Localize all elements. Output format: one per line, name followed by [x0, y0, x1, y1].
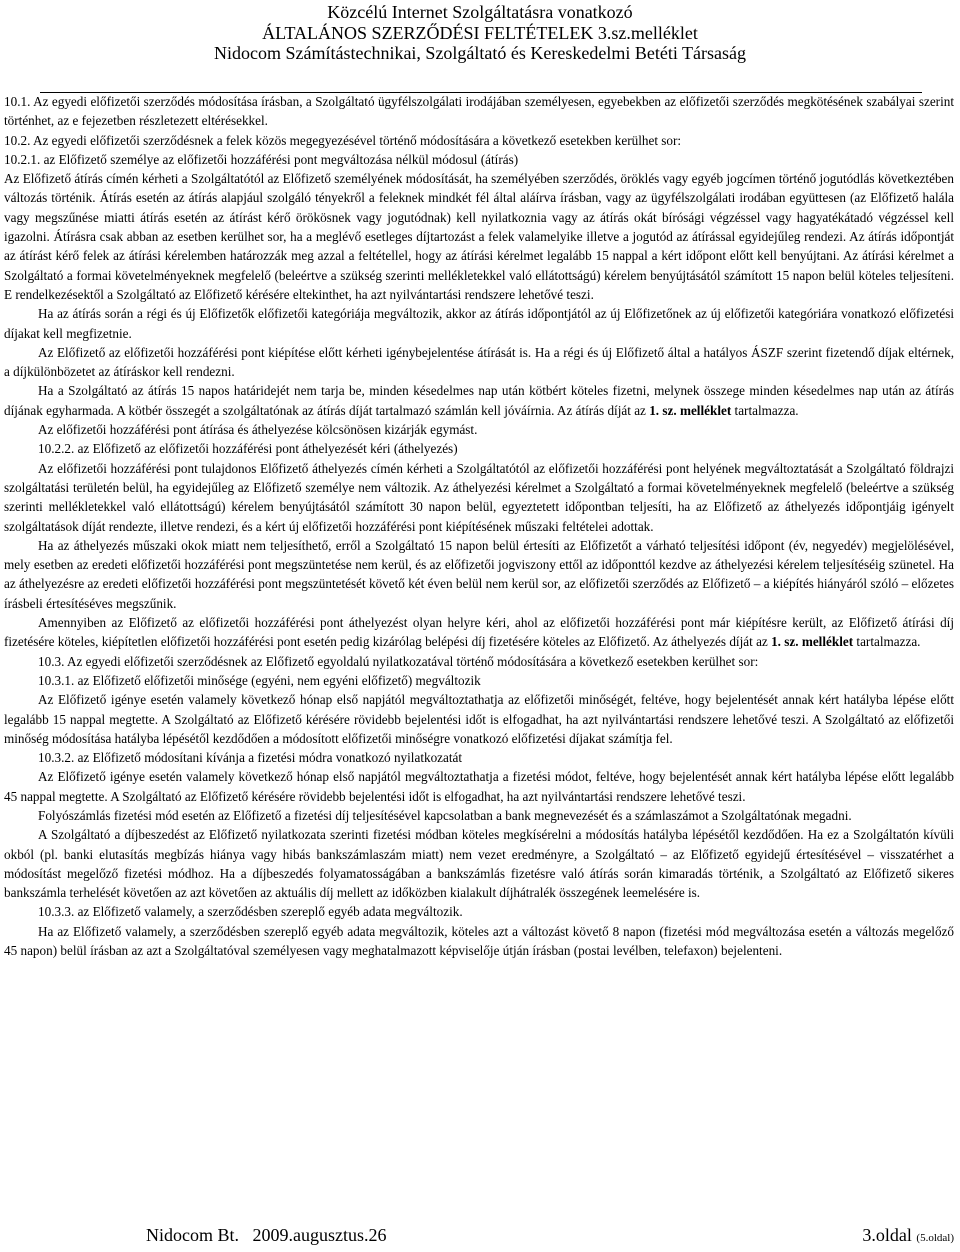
- paragraph: Az Előfizető igénye esetén valamely következő hónap első napjától megváltoztathatja a fizetési módot, feltéve, hogy bejelentését annak kért hatályba lépése előtt legalább 45 nappal megtette. A Szolgáltató az Előfizető kérésére rövidebb bejelentési időt is elfogadhat, ha azt nyilvántartási rendszere lehetővé teszi.: [4, 769, 954, 804]
- header-line-2: ÁLTALÁNOS SZERZŐDÉSI FELTÉTELEK 3.sz.melléklet: [262, 22, 698, 43]
- paragraph: Az Előfizető az előfizetői hozzáférési pont kiépítése előtt kérheti igénybejelentése átírását is. Ha a régi és új Előfizető által a hatályos ÁSZF szerint fizetendő díjak eltérnek, a díjkülönbözetet az átíráskor kell rendezni.: [4, 344, 954, 380]
- paragraph-text: tartalmazza.: [731, 402, 799, 418]
- section-10-2-1: 10.2.1. az Előfizető személye az előfizetői hozzáférési pont megváltozása nélkül módosul (átírás): [4, 151, 519, 167]
- header-line-3: Nidocom Számítástechnikai, Szolgáltató és Kereskedelmi Betéti Társaság: [213, 43, 746, 63]
- header-line-1: Közcélú Internet Szolgáltatásra vonatkozó: [327, 2, 633, 22]
- paragraph-text: Amennyiben az Előfizető az előfizetői hozzáférési pont áthelyezést olyan helyre kéri, ahol az előfizetői hozzáférési pont már kiépítésre került, az Előfizető átírási díj fizetésére köteles, kiépítetlen előfizetői hozzáférési pont esetén pedig kizárólag belépési díj fizetésére köteles az Előfizető. Az áthelyezés díját az: [4, 615, 954, 650]
- section-10-3-3: 10.3.3. az Előfizető valamely, a szerződésben szereplő egyéb adata megváltozik.: [38, 904, 463, 920]
- footer-page-number: [862, 1225, 954, 1246]
- section-10-1: 10.1. Az egyedi előfizetői szerződés módosítása írásban, a Szolgáltató ügyfélszolgálati irodájában személyesen, egyebekben az előfizetői szerződés megkötésének szabályai szerint történhet, az e fejezetben részletezett eltérésekkel.: [4, 94, 954, 129]
- section-10-3-1: 10.3.1. az Előfizető előfizetői minősége (egyéni, nem egyéni előfizető) megváltozik: [38, 672, 481, 688]
- footer-company-date: [146, 1225, 387, 1246]
- footer-total-pages: (5.oldal): [916, 1232, 954, 1244]
- section-10-3: 10.3. Az egyedi előfizetői szerződésnek az Előfizető egyoldalú nyilatkozatával történő módosítására a következő esetekben kerülhet sor:: [38, 653, 759, 669]
- paragraph: Az előfizetői hozzáférési pont tulajdonos Előfizető áthelyezés címén kérheti a Szolgáltatótól az előfizetői hozzáférési pont helyének megváltoztatását a Szolgáltató földrajzi szolgáltatási területén belül, ha egyidejűleg az Előfizető személye nem változik. Az áthelyezési kérelmet a Szolgáltató a formai követelményeknek megfelelő (beleértve a szükség szerinti mellékletekkel való ellátottságú) kérelem benyújtásától számított 30 napon belül, egyeztetett időpontban teljesíti, ha az Előfizető az áthelyezés időpontjáig igényelt szolgáltatások díját rendezte, illetve rendezi, és a kért új előfizetői hozzáférési pont kiépítésének műszaki feltételei adottak.: [4, 460, 954, 534]
- paragraph: Ha az átírás során a régi és új Előfizetők előfizetői kategóriája megváltozik, akkor az átírás időpontjától az új Előfizetőnek az új előfizetői kategóriára vonatkozó előfizetési díjakat kell megfizetnie.: [4, 306, 954, 341]
- document-header: [0, 2, 960, 64]
- annex-reference: 1. sz. melléklet: [649, 402, 732, 418]
- footer-page: 3.oldal: [862, 1225, 912, 1245]
- section-10-2: 10.2. Az egyedi előfizetői szerződésnek a felek közös megegyezésével történő módosítására a következő esetekben kerülhet sor:: [4, 132, 682, 148]
- paragraph: Ha az Előfizető valamely, a szerződésben szereplő egyéb adata megváltozik, köteles azt a változást követő 8 napon (fizetési mód megváltozása esetén a változás megelőző 45 napon) belül írásban az azt a Szolgáltatóval személyesen vagy meghatalmazott képviselője útján írásban (postai levélben, telefaxon) bejelenteni.: [4, 923, 954, 959]
- section-10-3-2: 10.3.2. az Előfizető módosítani kívánja a fizetési módra vonatkozó nyilatkozatát: [38, 750, 463, 766]
- paragraph: Folyószámlás fizetési mód esetén az Előfizető a fizetési díj teljesítésével kapcsolatban a bank megnevezését és a számlaszámot a Szolgáltatónak megadni.: [38, 807, 852, 823]
- footer-company: Nidocom Bt.: [146, 1225, 239, 1245]
- paragraph: Ha az áthelyezés műszaki okok miatt nem teljesíthető, erről a Szolgáltató 15 napon belül értesíti az Előfizetőt a várható teljesítési időpont (év, negyedév) megjelölésével, mely esetben az eredeti előfizetői hozzáférési pont megszüntetése nem kerül, és az előfizetői jogviszony ettől az időponttól kezdve az áthelyezési kérelem teljesítéséig szünetel. Ha az áthelyezésre az eredeti előfizetői hozzáférési pont megszüntetését követő két éven belül nem kerül sor, az előfizetői szerződés az Előfizető – a kiépítés hiányáról szóló – előzetes írásbeli értesítéséves megszűnik.: [4, 537, 954, 611]
- section-10-2-2: 10.2.2. az Előfizető az előfizetői hozzáférési pont áthelyezését kéri (áthelyezés): [38, 441, 458, 457]
- document-body: [4, 92, 954, 960]
- paragraph: [4, 613, 954, 652]
- paragraph-text: Ha a Szolgáltató az átírás 15 napos határidejét nem tarja be, minden késedelmes nap után kötbért köteles fizetni, melynek összege minden késedelmes nap után az átírás díjának egyharmada. A kötbér összegét a szolgáltatónak az átírás díját tartalmazó számlán kell jóváírnia. Az átírás díját az: [4, 383, 954, 418]
- paragraph: Az Előfizető átírás címén kérheti a Szolgáltatótól az Előfizető személyének módosítását, ha személyében szerződés, öröklés vagy egyéb jogcímen történő jogutódlás következtében változás történik. Átírás esetén az átírás alapjául szolgáló tényekről a feleknek mindkét fél által aláírva írásban, vagy az ügyfélszolgálati irodában együttesen (az Előfizető halála vagy megszűnése miatti átírás esetén az átírást kérő örökösnek vagy jogutódnak) kell nyilatkoznia vagy az átírás okát bírósági végzéssel vagy hagyatékátadó végzéssel kell igazolni. Átírásra csak abban az esetben kerülhet sor, ha a meglévő esetleges díjtartozást a felek valamelyike illetve a jogutód az átírással egyidejűleg rendezi. Az átírás időpontját az átírást kérő felek az átírási kérelemben határozzák meg azzal a feltétellel, hogy az átírási kérelmet legalább 15 nappal a kért időpont előtt kell benyújtani. Az átírási kérelmet a Szolgáltató a formai követelményeknek megfelelő (beleértve a szükség szerinti mellékletekkel való ellátottságú) kérelem benyújtásától számított 15 napon belül köteles teljesíteni. E rendelkezésektől a Szolgáltató az Előfizető kérésére eltekinthet, ha azt nyilvántartási rendszere lehetővé teszi.: [4, 171, 954, 302]
- annex-reference: 1. sz. melléklet: [771, 634, 854, 650]
- paragraph: Az előfizetői hozzáférési pont átírása és áthelyezése kölcsönösen kizárják egymást.: [38, 422, 478, 438]
- paragraph: [4, 381, 954, 420]
- paragraph: A Szolgáltató a díjbeszedést az Előfizető nyilatkozata szerinti fizetési módban köteles megkísérelni a módosítás hatályba lépésétől kezdődően. Ha ez a Szolgáltatón kívüli okból (pl. banki elutasítás megbízás hiánya vagy hibás bankszámlaszám miatt) nem vezet eredményre, a Szolgáltató – az Előfizető egyidejű értesítésével – visszatérhet a módosítást megelőző fizetési módhoz. Ha a díjbeszedés folyamatosságában a bankszámlás fizetésre való átírás során kimaradás történik, a Szolgáltató az Előfizető sikeres bankszámla terhelését követően az azt követően az aktuális díj mellett az időközben kialakult díjhátralék összegének leemelésére is.: [4, 827, 954, 901]
- page-footer: [0, 1225, 960, 1249]
- paragraph-text: tartalmazza.: [853, 634, 921, 650]
- footer-date: 2009.augusztus.26: [252, 1225, 387, 1245]
- paragraph: Az Előfizető igénye esetén valamely következő hónap első napjától megváltoztathatja az előfizetői minőségét, feltéve, hogy bejelentését annak kért hatályba lépése előtt legalább 15 nappal megtette. A Szolgáltató az Előfizető kérésére rövidebb bejelentési időt is elfogadhat, ha azt nyilvántartási rendszere lehetővé teszi. A Szolgáltató az előfizetői minőség módosítása hatályba lépésétől kezdődően a módosított előfizetői minőségre vonatkozó előfizetési díjakat számítja fel.: [4, 692, 954, 746]
